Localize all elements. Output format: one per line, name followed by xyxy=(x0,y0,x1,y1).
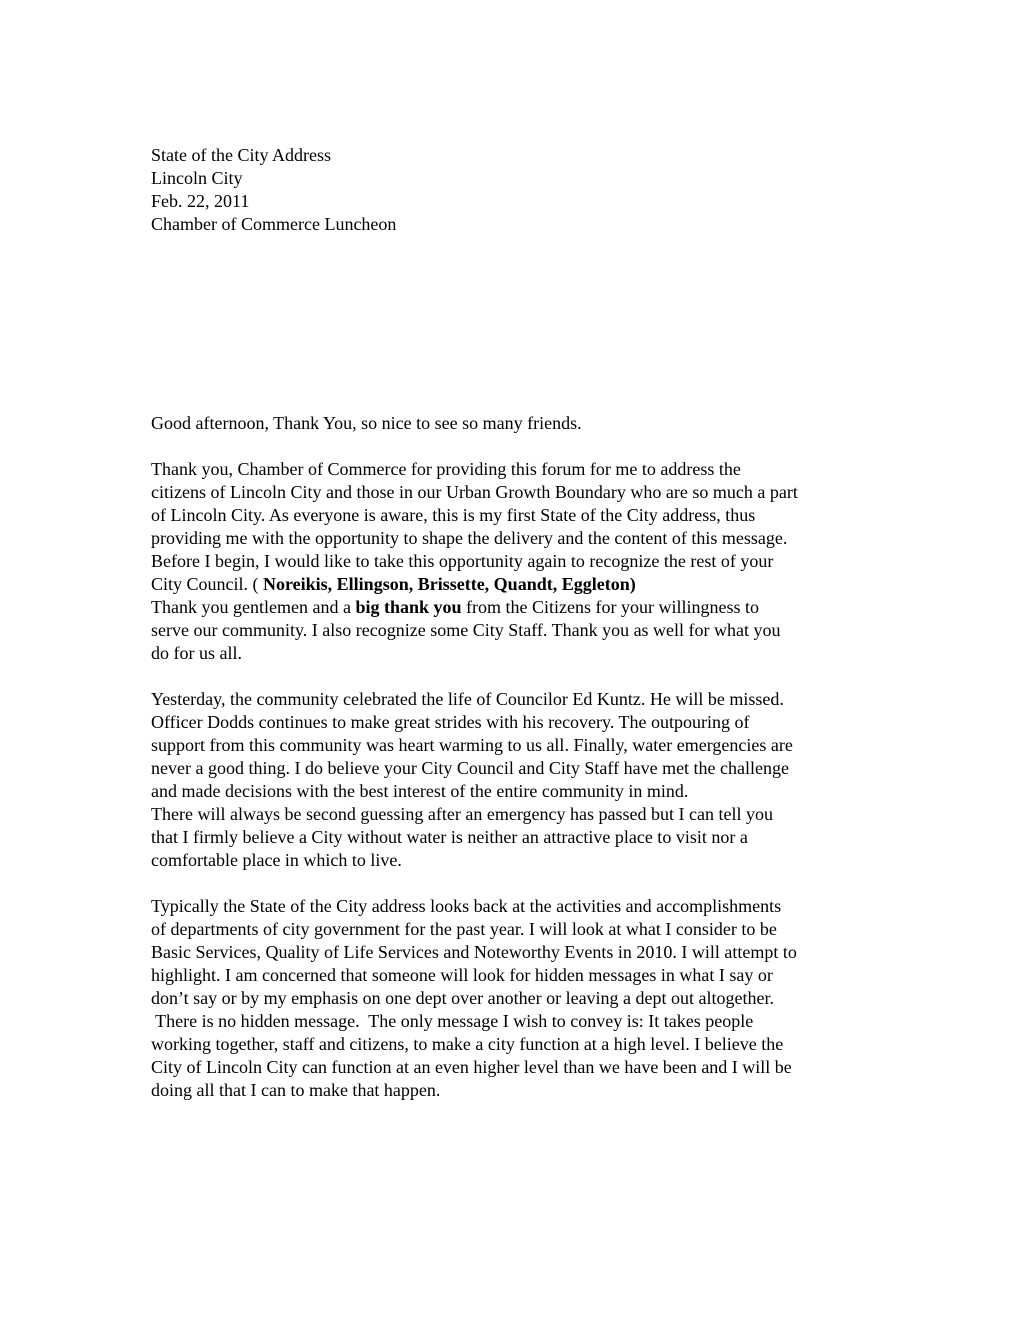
spacer xyxy=(151,435,891,458)
spacer xyxy=(151,872,891,895)
paragraph-line: support from this community was heart warming to us all. Finally, water emergencies are xyxy=(151,735,793,755)
emphasis-text: big thank you xyxy=(355,597,462,617)
paragraph-overview xyxy=(151,895,891,1102)
paragraph-line: City of Lincoln City can function at an even higher level than we have been and I will be xyxy=(151,1057,792,1077)
paragraph-line: Before I begin, I would like to take this opportunity again to recognize the rest of your xyxy=(151,551,774,571)
paragraph-line: Typically the State of the City address looks back at the activities and accomplishments xyxy=(151,896,782,916)
text-run: from the Citizens for your willingness to xyxy=(461,597,759,617)
document-body xyxy=(151,144,891,1102)
document-date: Feb. 22, 2011 xyxy=(151,191,250,211)
paragraph-line: that I firmly believe a City without water is neither an attractive place to visit nor a xyxy=(151,827,748,847)
paragraph-line: of departments of city government for the past year. I will look at what I consider to be xyxy=(151,919,777,939)
paragraph-line xyxy=(151,596,891,619)
spacer xyxy=(151,236,891,412)
paragraph-line: serve our community. I also recognize some City Staff. Thank you as well for what you xyxy=(151,620,781,640)
paragraph-line: of Lincoln City. As everyone is aware, this is my first State of the City address, thus xyxy=(151,505,756,525)
paragraph-line: and made decisions with the best interest of the entire community in mind. xyxy=(151,781,689,801)
paragraph-community xyxy=(151,688,891,872)
paragraph-council xyxy=(151,458,891,665)
document-city: Lincoln City xyxy=(151,168,243,188)
paragraph-line: never a good thing. I do believe your City Council and City Staff have met the challenge xyxy=(151,758,790,778)
paragraph-line xyxy=(151,573,891,596)
paragraph-line: There is no hidden message. The only message I wish to convey is: It takes people xyxy=(151,1011,754,1031)
document-header xyxy=(151,144,891,236)
paragraph-line: There will always be second guessing after an emergency has passed but I can tell you xyxy=(151,804,773,824)
document-title: State of the City Address xyxy=(151,145,331,165)
text-run: City Council. ( xyxy=(151,574,263,594)
paragraph-line: comfortable place in which to live. xyxy=(151,850,402,870)
greeting: Good afternoon, Thank You, so nice to see so many friends. xyxy=(151,413,582,433)
document-event: Chamber of Commerce Luncheon xyxy=(151,214,397,234)
paragraph-line: Thank you, Chamber of Commerce for providing this forum for me to address the xyxy=(151,459,741,479)
council-names: Noreikis, Ellingson, Brissette, Quandt, Eggleton) xyxy=(263,574,636,594)
paragraph-line: Basic Services, Quality of Life Services and Noteworthy Events in 2010. I will attempt to xyxy=(151,942,797,962)
paragraph-line: Officer Dodds continues to make great strides with his recovery. The outpouring of xyxy=(151,712,750,732)
spacer xyxy=(151,665,891,688)
paragraph-line: Yesterday, the community celebrated the life of Councilor Ed Kuntz. He will be missed. xyxy=(151,689,784,709)
paragraph-line: providing me with the opportunity to shape the delivery and the content of this message. xyxy=(151,528,788,548)
paragraph-line: do for us all. xyxy=(151,643,242,663)
paragraph-line: citizens of Lincoln City and those in our Urban Growth Boundary who are so much a part xyxy=(151,482,798,502)
paragraph-line: don’t say or by my emphasis on one dept over another or leaving a dept out altogether. xyxy=(151,988,775,1008)
text-run: Thank you gentlemen and a xyxy=(151,597,356,617)
paragraph-line: doing all that I can to make that happen. xyxy=(151,1080,441,1100)
paragraph-line: highlight. I am concerned that someone will look for hidden messages in what I say or xyxy=(151,965,773,985)
paragraph-line: working together, staff and citizens, to make a city function at a high level. I believe the xyxy=(151,1034,784,1054)
